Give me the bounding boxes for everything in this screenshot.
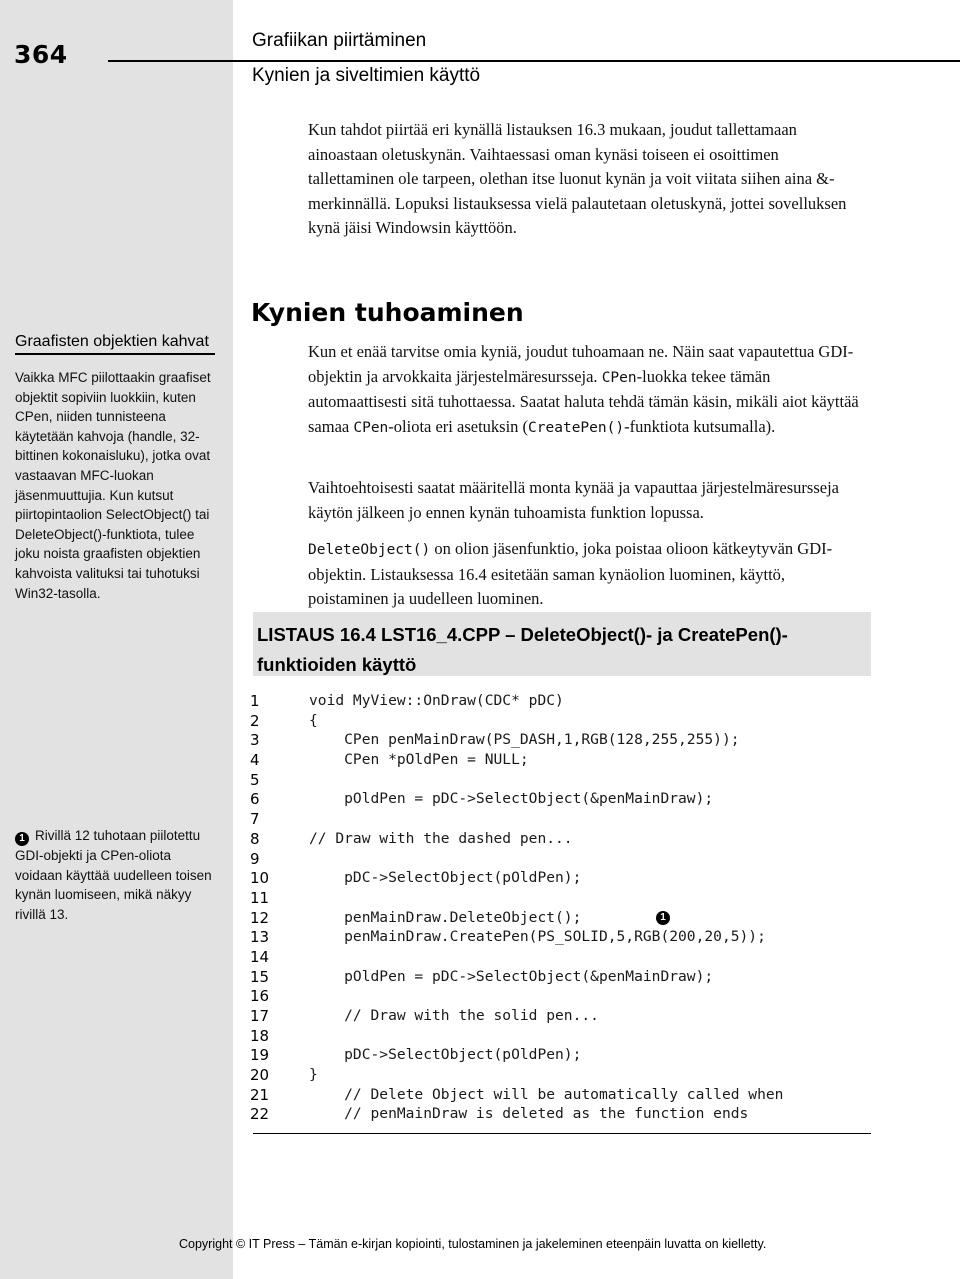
line-number: 9 — [250, 849, 260, 868]
code-text: // penMainDraw is deleted as the function ends — [309, 1105, 749, 1123]
body-paragraph-2: Vaihtoehtoisesti saatat määritellä monta kynää ja vapauttaa järjestelmäresursseja käytön jälkeen jo ennen kynän tuhoamista funktion lopussa. — [308, 478, 839, 522]
code-text: penMainDraw.CreatePen(PS_SOLID,5,RGB(200,20,5)); — [309, 928, 766, 946]
sidebar-title: Graafisten objektien kahvat — [15, 333, 215, 355]
line-number: 13 — [250, 928, 270, 947]
line-number: 16 — [250, 987, 270, 1006]
body-paragraph-1 — [308, 340, 868, 440]
line-number: 15 — [250, 967, 270, 986]
line-number: 21 — [250, 1085, 270, 1104]
code-text: pDC->SelectObject(pOldPen); — [309, 1046, 582, 1064]
running-header-section: Kynien ja siveltimien käyttö — [252, 65, 481, 86]
line-number: 10 — [250, 869, 270, 888]
line-number: 3 — [250, 731, 260, 750]
text-run: -funktiota kutsumalla). — [624, 416, 776, 436]
inline-code: DeleteObject() — [308, 542, 431, 558]
sidebar-text: Vaikka MFC piilottaakin graafiset objektit sopiviin luokkiin, kuten CPen, niiden tunnisteena käytetään kahvoja (handle, 32-bittinen kokonaisluku), jotka ovat vastaavan MFC-luokan jäsenmuuttujia. Kun kutsut piirtopintaolion SelectObject() tai DeleteObject()-funktiota, tulee joku noista graafisten objektien kahvoista valituksi tai tuhotuksi Win32-tasolla. — [15, 370, 211, 601]
line-number: 17 — [250, 1007, 270, 1025]
line-number: 6 — [250, 790, 260, 809]
header-rule — [108, 60, 960, 62]
line-number: 4 — [250, 751, 260, 770]
line-number: 5 — [250, 770, 260, 789]
sidebar-note-text: Rivillä 12 tuhotaan piilotettu GDI-objekti ja CPen-oliota voidaan käyttää uudelleen toisen kynän luomiseen, mikä näkyy rivillä 13. — [15, 828, 212, 922]
code-text: // Draw with the dashed pen... — [309, 829, 573, 847]
code-text: pOldPen = pDC->SelectObject(&penMainDraw); — [309, 967, 714, 985]
margin-sidebar — [0, 0, 233, 1279]
sidebar-note — [15, 826, 220, 924]
line-number: 19 — [250, 1046, 270, 1065]
intro-paragraph: Kun tahdot piirtää eri kynällä listauksen 16.3 mukaan, joudut tallettamaan ainoastaan oletuskynän. Vaihtaessasi oman kynäsi toiseen ei osoittimen tallettaminen ole tarpeen, olethan itse luonut kynän ja voit viitata siihen aina &-merkinnällä. Lopuksi listauksessa vielä palautetaan oletuskynä, jottei sovelluksen kynä jäisi Windowsin käyttöön. — [308, 120, 847, 237]
text-run: on olion jäsenfunktio, joka poistaa olioon kätkeytyvän GDI-objektin. Listauksessa 16.4 esitetään saman kynäolion luominen, käyttö, poistaminen ja uudelleen luominen. — [308, 539, 833, 608]
code-text: penMainDraw.DeleteObject(); — [309, 908, 582, 926]
code-text: pOldPen = pDC->SelectObject(&penMainDraw); — [309, 790, 714, 808]
line-number: 2 — [250, 711, 260, 730]
code-text: void MyView::OnDraw(CDC* pDC) — [309, 692, 564, 709]
text-run: Kun et enää tarvitse omia kyniä, joudut tuhoamaan ne. Näin saat vapautettua GDI-objektin ja arvokkaita järjestelmäresursseja. — [308, 342, 854, 386]
line-number: 14 — [250, 947, 270, 966]
listing-title: LISTAUS 16.4 LST16_4.CPP – DeleteObject()- ja CreatePen()-funktioiden käyttö — [257, 624, 788, 675]
line-number: 12 — [250, 908, 270, 927]
line-number: 11 — [250, 888, 270, 907]
line-number: 18 — [250, 1026, 270, 1045]
code-marker-icon: 1 — [656, 911, 670, 925]
inline-code: CPen — [353, 419, 389, 436]
code-text: CPen penMainDraw(PS_DASH,1,RGB(128,255,255)); — [309, 731, 740, 749]
running-header-chapter: Grafiikan piirtäminen — [252, 30, 427, 51]
line-number: 22 — [250, 1105, 270, 1124]
text-run: -oliota eri asetuksin ( — [388, 416, 529, 436]
text-run: -luokka tekee tämän automaattisesti sitä tuhottaessa. Saatat haluta tehdä tämän käsin, mikäli aiot käyttää samaa — [308, 366, 859, 436]
code-text: pDC->SelectObject(pOldPen); — [309, 869, 582, 887]
line-number: 8 — [250, 829, 260, 848]
line-number: 20 — [250, 1066, 270, 1085]
code-text: { — [309, 711, 318, 729]
body-paragraph-3 — [308, 537, 868, 612]
code-text: // Delete Object will be automatically called when — [309, 1085, 784, 1103]
note-marker-icon: 1 — [15, 832, 29, 846]
line-number: 7 — [250, 810, 260, 829]
code-text: } — [309, 1066, 318, 1084]
inline-code: CreatePen() — [528, 419, 625, 436]
listing-end-rule — [253, 1133, 871, 1134]
section-heading: Kynien tuhoaminen — [251, 298, 524, 327]
page-number: 364 — [14, 40, 68, 69]
line-number: 1 — [250, 692, 260, 710]
code-text: // Draw with the solid pen... — [309, 1007, 599, 1024]
footer-copyright: Copyright © IT Press – Tämän e-kirjan kopiointi, tulostaminen ja jakeleminen eteenpäin luvatta on kielletty. — [179, 1237, 767, 1251]
inline-code: CPen — [601, 369, 637, 386]
code-text: CPen *pOldPen = NULL; — [309, 751, 529, 769]
